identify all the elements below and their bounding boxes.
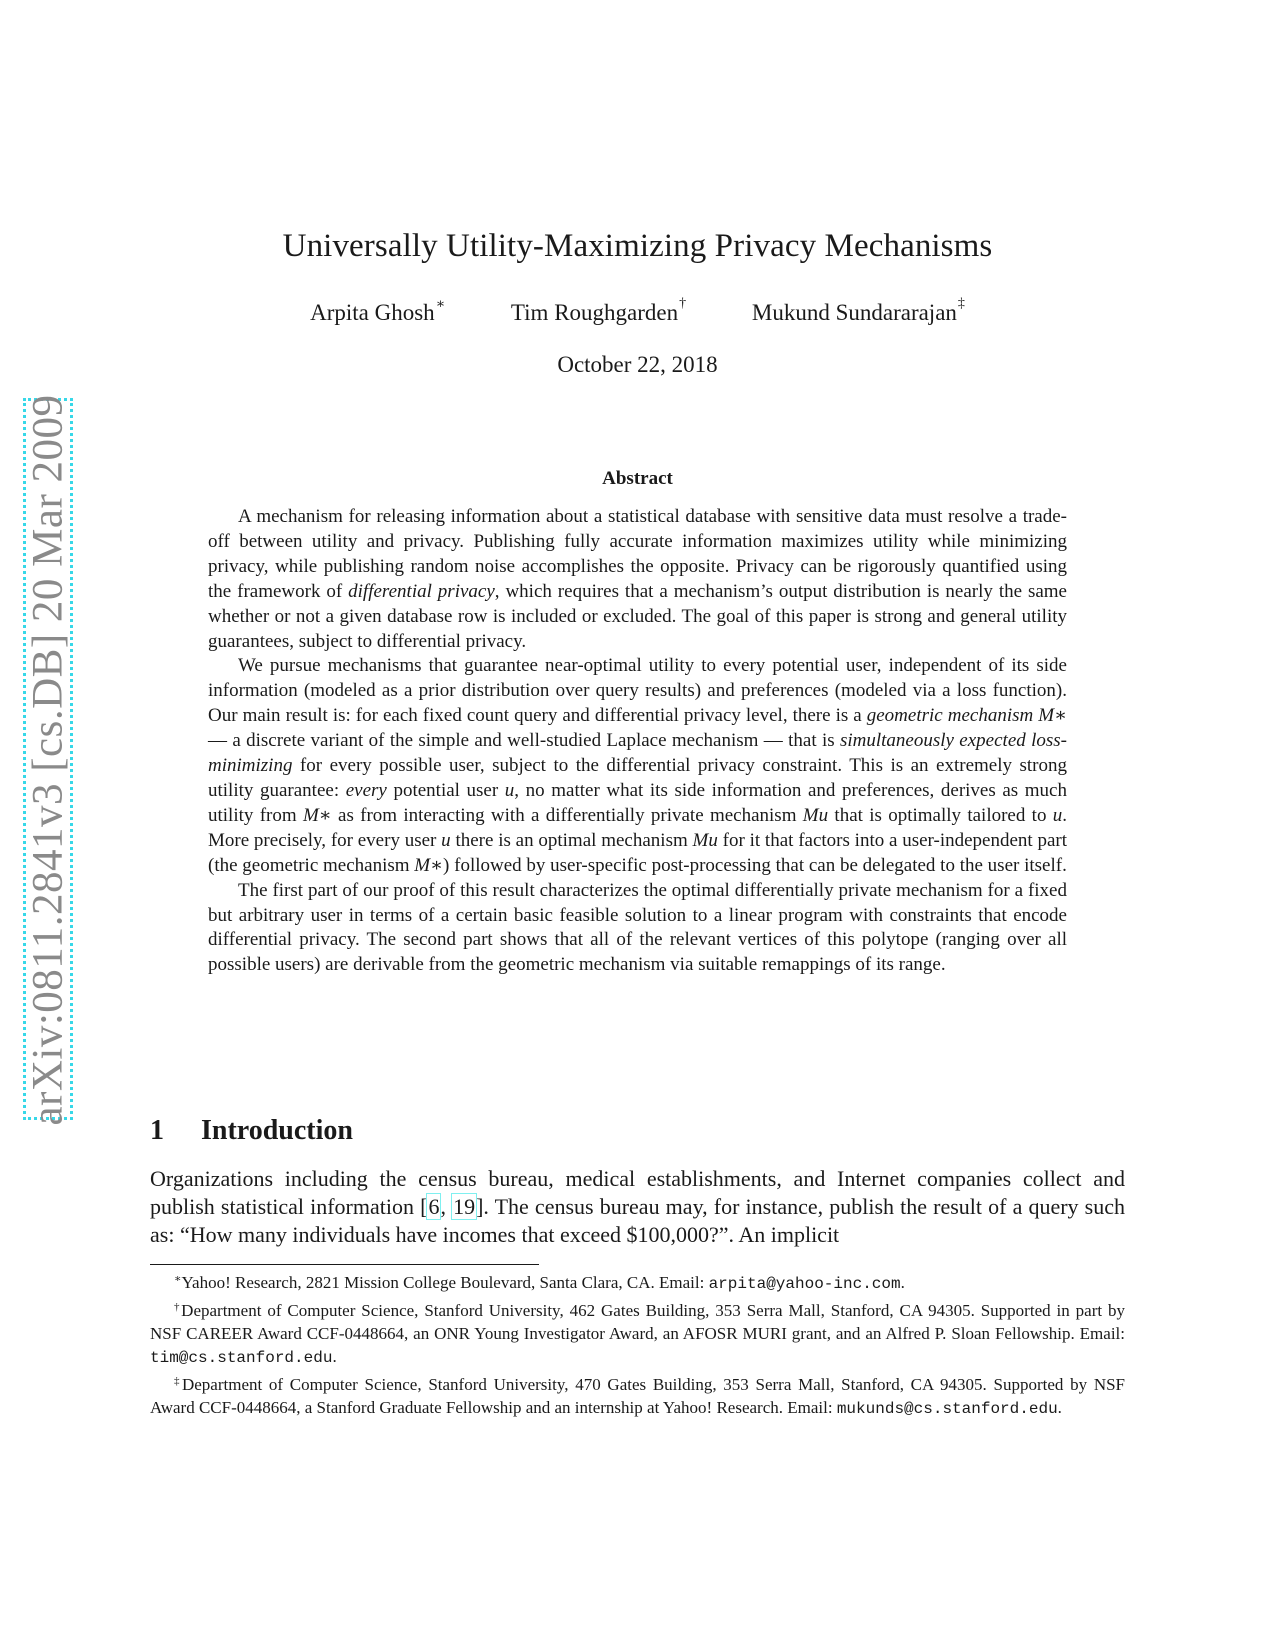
footnote-divider xyxy=(150,1264,539,1265)
footnote-mark: ∗ xyxy=(435,297,446,312)
introduction-text: Organizations including the census bureau, medical establishments, and Internet companies collect and publish statistical information [6, 19]. The census bureau may, for instance, publish the result of a query such as: “How many individuals have incomes that exceed $100,000?”. An implicit xyxy=(150,1166,1125,1247)
email-link[interactable]: tim@cs.stanford.edu xyxy=(150,1349,333,1367)
abstract-heading: Abstract xyxy=(602,468,673,489)
section-heading-introduction: 1 Introduction xyxy=(150,1115,353,1146)
footnote-mark: † xyxy=(679,296,687,311)
footnote-roughgarden: †Department of Computer Science, Stanford University, 462 Gates Building, 353 Serra Mall, Stanford, CA 94305. Supported in part by NSF CAREER Award CCF-0448664, an ONR Young Investigator Award, an AFOSR MURI grant, and an Alfred P. Sloan Fellowship. Email: tim@cs.stanford.edu. xyxy=(150,1301,1126,1367)
citation-link[interactable]: 19 xyxy=(453,1194,476,1219)
author-ghosh: Arpita Ghosh∗ xyxy=(310,297,446,325)
abstract-body xyxy=(208,505,1067,978)
abstract-paragraph: The first part of our proof of this result characterizes the optimal differentially private mechanism for a fixed but arbitrary user in terms of a certain basic feasible solution to a linear program with constraints that encode differential privacy. The second part shows that all of the relevant vertices of this polytope (ranging over all possible users) are derivable from the geometric mechanism via suitable remappings of its range. xyxy=(208,879,1067,976)
arxiv-identifier[interactable]: arXiv:0811.2841v3 [cs.DB] 20 Mar 2009 xyxy=(24,394,72,1126)
footnote-mark: ‡ xyxy=(957,296,965,311)
footnote-ghosh: ∗Yahoo! Research, 2821 Mission College Boulevard, Santa Clara, CA. Email: arpita@yahoo-inc.com. xyxy=(174,1273,905,1293)
author-roughgarden: Tim Roughgarden† xyxy=(510,296,687,325)
author-sundararajan: Mukund Sundararajan‡ xyxy=(751,296,965,325)
email-link[interactable]: arpita@yahoo-inc.com xyxy=(708,1275,901,1293)
footnotes xyxy=(150,1271,1125,1424)
paper-title: Universally Utility-Maximizing Privacy Mechanisms xyxy=(282,228,993,264)
abstract-paragraph: We pursue mechanisms that guarantee near-optimal utility to every potential user, independent of its side information (modeled as a prior distribution over query results) and preferences (modeled via a loss function). Our main result is: for each fixed count query and differential privacy level, there is a geometric mechanism M∗ — a discrete variant of the simple and well-studied Laplace mechanism — that is simultaneously expected loss-minimizing for every possible user, subject to the differential privacy constraint. This is an extremely strong utility guarantee: every potential user u, no matter what its side information and preferences, derives as much utility from M∗ as from interacting with a differentially private mechanism Mu that is optimally tailored to u. More precisely, for every user u there is an optimal mechanism Mu for it that factors into a user-independent part (the geometric mechanism M∗) followed by user-specific post-processing that can be delegated to the user itself. xyxy=(208,655,1068,876)
paper-date: October 22, 2018 xyxy=(557,352,718,377)
author-list xyxy=(0,296,1275,326)
footnote-sundararajan: ‡Department of Computer Science, Stanford University, 470 Gates Building, 353 Serra Mall, Stanford, CA 94305. Supported by NSF Award CCF-0448664, a Stanford Graduate Fellowship and an internship at Yahoo! Research. Email: mukunds@cs.stanford.edu. xyxy=(150,1375,1126,1418)
abstract-paragraph: A mechanism for releasing information about a statistical database with sensitive data must resolve a trade-off between utility and privacy. Publishing fully accurate information maximizes utility while minimizing privacy, while publishing random noise accomplishes the opposite. Privacy can be rigorously quantified using the framework of differential privacy, which requires that a mechanism’s output distribution is nearly the same whether or not a given database row is included or excluded. The goal of this paper is strong and general utility guarantees, subject to differential privacy. xyxy=(208,506,1067,652)
email-link[interactable]: mukunds@cs.stanford.edu xyxy=(836,1400,1058,1418)
citation-link[interactable]: 6 xyxy=(428,1194,440,1219)
